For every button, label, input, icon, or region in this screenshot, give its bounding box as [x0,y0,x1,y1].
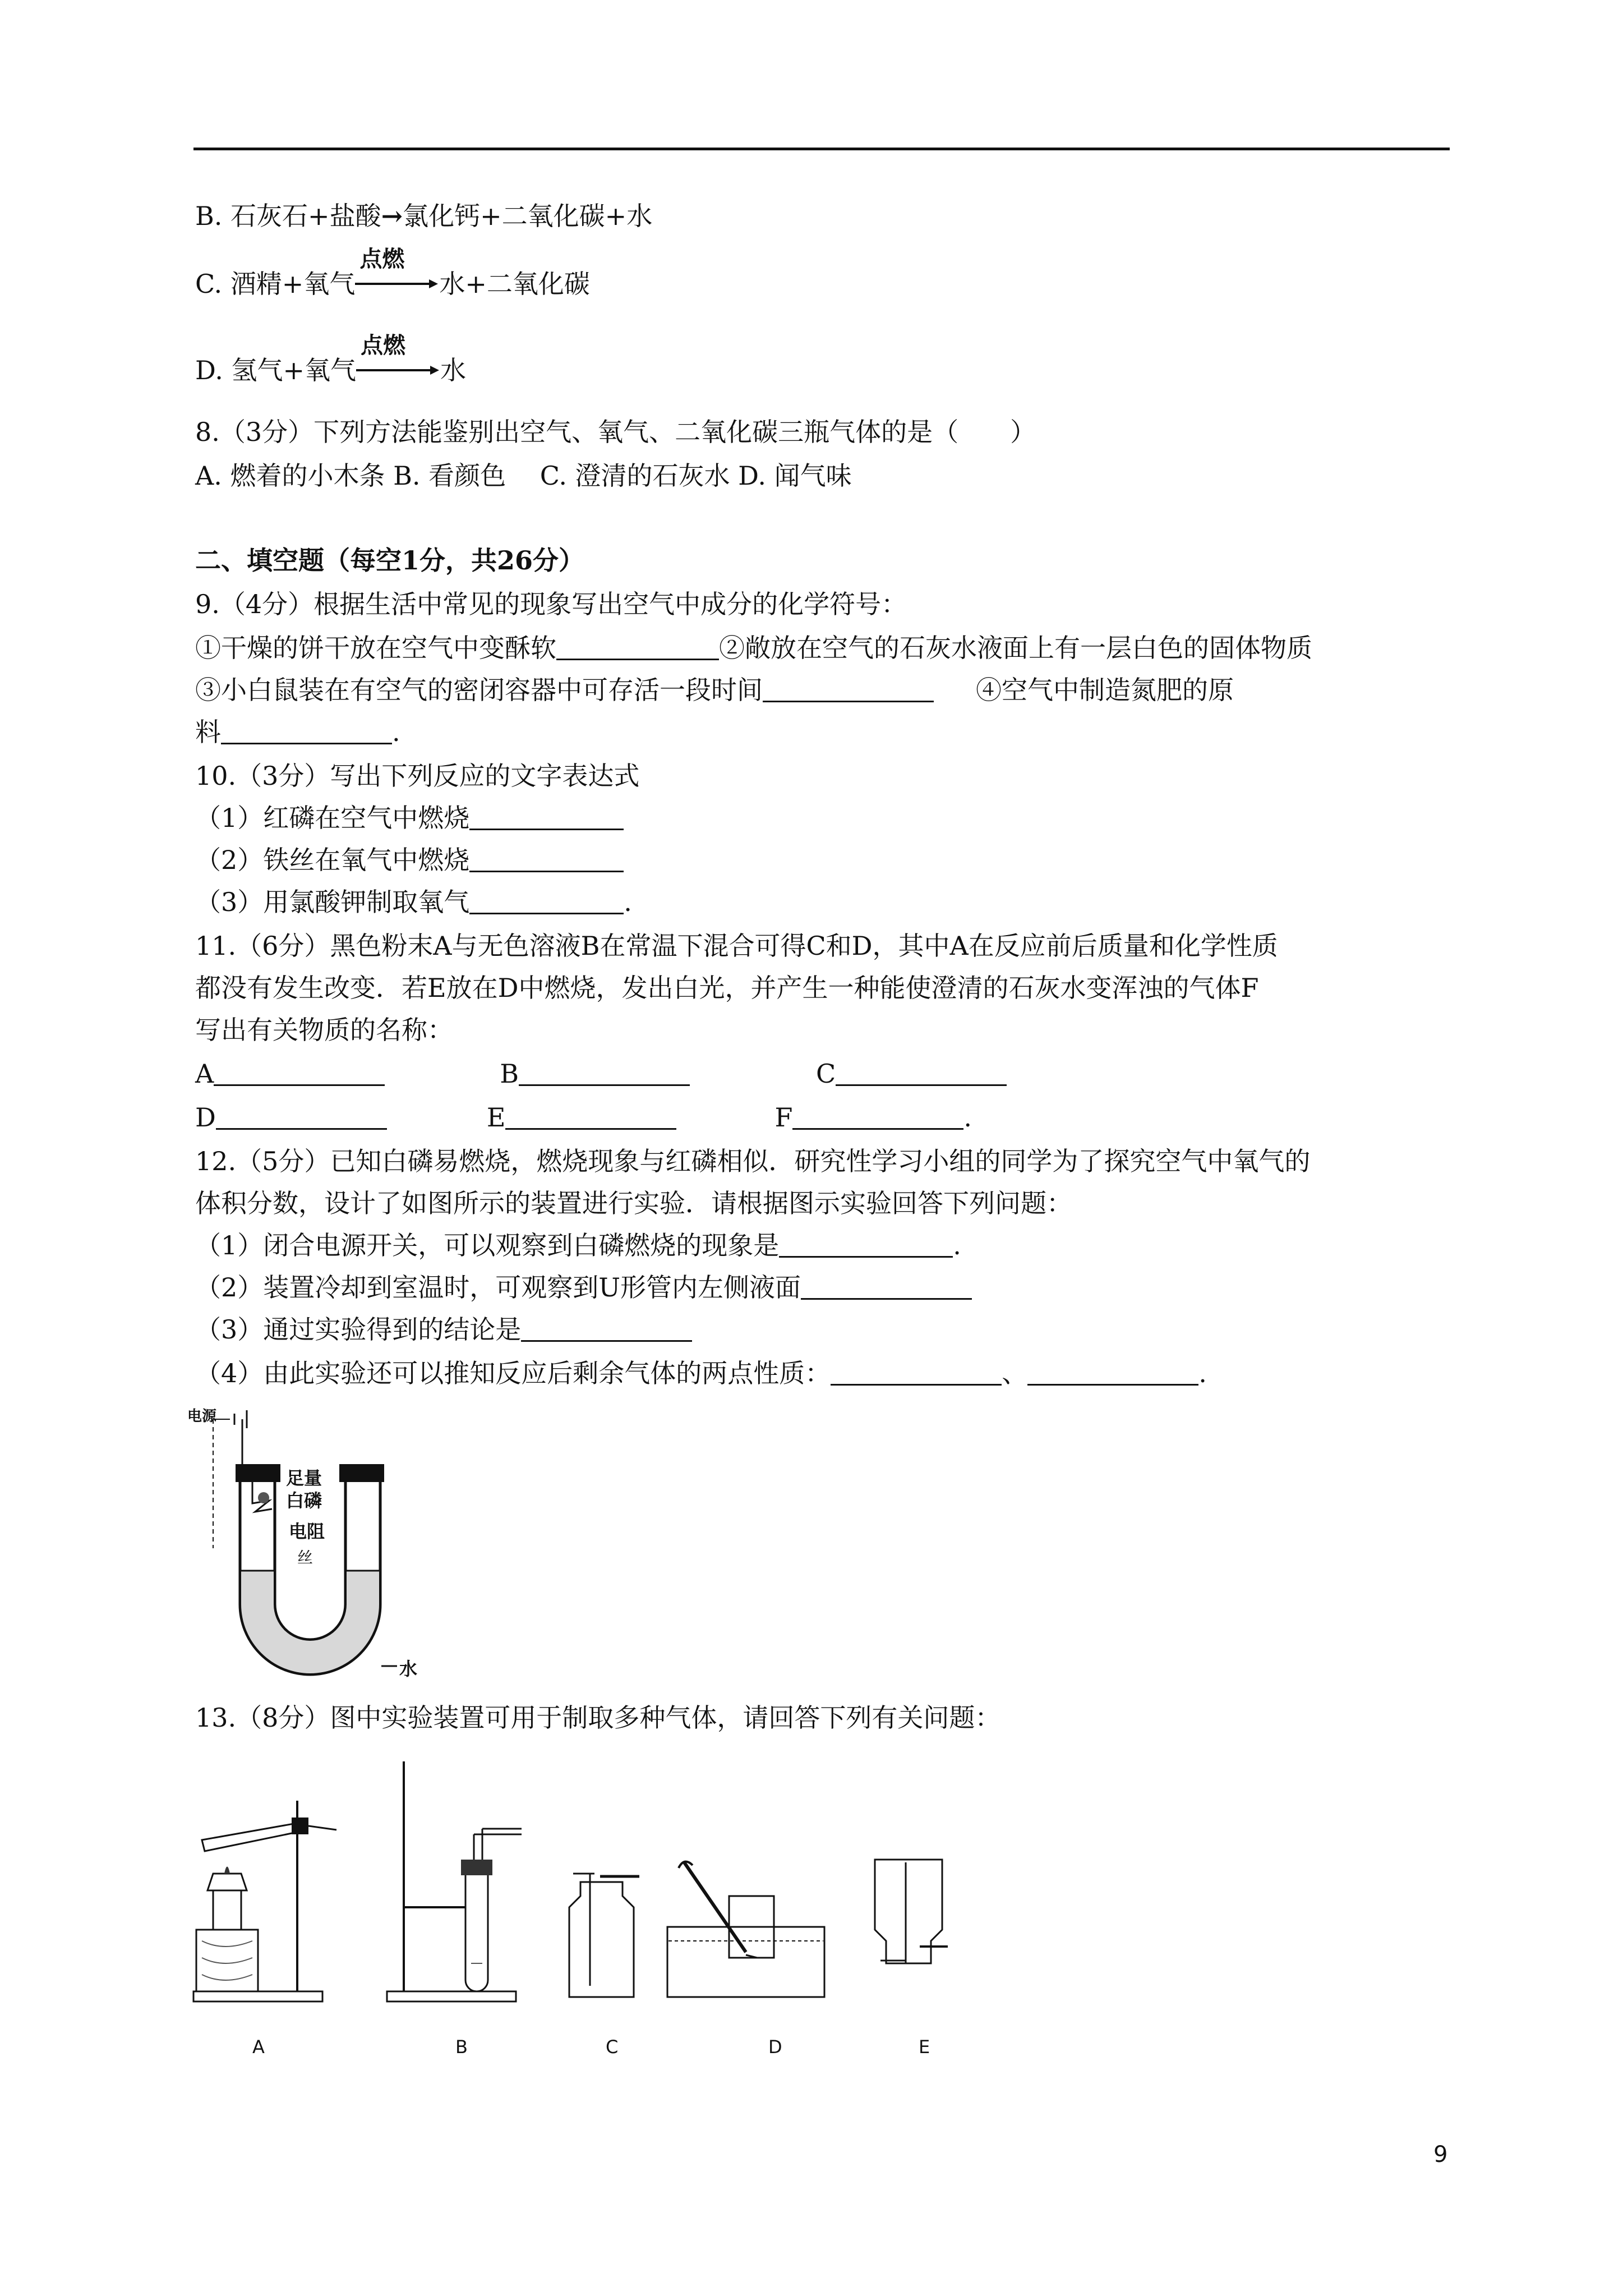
apparatus-a [193,1801,336,2001]
q7-b-right: 氯化钙+二氧化碳+水 [403,201,653,231]
reaction-condition: 点燃 [359,246,405,272]
q11-blanks-row1 [195,1057,1007,1091]
label-sufficient: 足量 [286,1467,322,1489]
u-tube-apparatus-figure [187,1402,437,1694]
reaction-arrow [356,333,440,379]
q9-part3: ③小白鼠装在有空气的密闭容器中可存活一段时间 [195,675,763,705]
label-a: A [195,1059,214,1089]
label-b: B [500,1059,519,1089]
answer-blank[interactable] [521,1315,692,1342]
header-rule [193,148,1450,150]
answer-blank-d[interactable] [216,1103,387,1130]
q13-stem: 13.（8分）图中实验装置可用于制取多种气体，请回答下列有关问题： [195,1703,1001,1733]
gas-apparatus-figure [191,1761,987,2076]
q10-item2 [195,843,624,877]
answer-blank[interactable] [801,1273,972,1300]
answer-blank[interactable] [831,1359,1002,1386]
q10-item3-text: （3）用氯酸钾制取氧气 [195,887,470,917]
q7-option-d [195,333,467,387]
q12-item4 [195,1356,1207,1390]
label-white-phosphorus: 白磷 [286,1490,322,1511]
apparatus-label-c: C [606,2036,619,2058]
q7-d-left: D. 氢气+氧气 [195,355,357,385]
q11-line1: 11.（6分）黑色粉末A与无色溶液B在常温下混合可得C和D，其中A在反应前后质量和化学性质 [195,931,1278,961]
period: . [392,717,400,747]
answer-blank[interactable] [469,888,624,914]
answer-blank[interactable] [469,846,624,872]
answer-blank[interactable] [469,804,624,830]
arrow-icon [355,278,439,289]
q7-b-arrow: → [381,201,403,231]
reaction-arrow [355,246,439,293]
label-resistance: 电阻 [289,1521,325,1542]
q7-d-right: 水 [440,355,467,385]
q7-b-left: B. 石灰石+盐酸 [195,201,381,231]
label-e: E [486,1102,506,1133]
answer-blank-c[interactable] [836,1060,1007,1086]
q9-part4: ④空气中制造氮肥的原 [976,675,1234,705]
label-wire: 丝 [297,1548,313,1567]
period: . [963,1102,972,1133]
power-label: 电源 [187,1408,217,1425]
arrow-icon [356,365,440,376]
q9-stem: 9.（4分）根据生活中常见的现象写出空气中成分的化学符号： [195,589,907,619]
answer-blank[interactable] [1027,1359,1198,1386]
answer-blank-f[interactable] [792,1103,963,1130]
q12-item3 [195,1313,692,1346]
label-c: C [816,1059,836,1089]
q7-c-right: 水+二氧化碳 [439,269,590,299]
q12-item1-text: （1）闭合电源开关，可以观察到白磷燃烧的现象是 [195,1230,780,1260]
answer-blank[interactable] [221,718,392,744]
answer-blank-b[interactable] [519,1060,690,1086]
apparatus-c [569,1874,639,1997]
page-number: 9 [1433,2142,1448,2168]
q10-item1 [195,801,624,835]
q10-item1-text: （1）红磷在空气中燃烧 [195,803,470,833]
section-title: 二、填空题（每空1分，共26分） [195,545,585,576]
q11-blanks-row2 [195,1101,972,1134]
q12-item3-text: （3）通过实验得到的结论是 [195,1314,522,1345]
q9-part2: ②敞放在空气的石灰水液面上有一层白色的固体物质 [719,633,1312,663]
q9-line1 [195,631,1312,665]
answer-blank-e[interactable] [505,1103,676,1130]
answer-blank[interactable] [763,676,934,702]
q11-line2: 都没有发生改变．若E放在D中燃烧，发出白光，并产生一种能使澄清的石灰水变浑浊的气体F [195,973,1259,1003]
label-d: D [195,1102,216,1133]
q12-line2: 体积分数，设计了如图所示的装置进行实验．请根据图示实验回答下列问题： [195,1188,1072,1218]
q10-item3 [195,885,632,919]
q10-item2-text: （2）铁丝在氧气中燃烧 [195,845,470,875]
q9-line3 [195,715,400,749]
apparatus-label-b: B [455,2036,468,2058]
period: . [953,1230,961,1260]
answer-blank-a[interactable] [214,1060,385,1086]
q10-stem: 10.（3分）写出下列反应的文字表达式 [195,761,640,791]
q7-option-c [195,246,590,301]
q12-item1 [195,1228,961,1262]
separator: 、 [1002,1358,1028,1388]
answer-blank[interactable] [779,1231,953,1258]
answer-blank[interactable] [556,634,719,660]
gas-apparatus-diagram [191,1761,987,2076]
q9-line2 [195,673,1234,707]
apparatus-e [875,1860,948,1963]
apparatus-b [387,1761,522,2001]
period: . [1198,1358,1207,1388]
apparatus-label-d: D [768,2036,782,2058]
q7-option-b [195,199,652,233]
q12-item4-text: （4）由此实验还可以推知反应后剩余气体的两点性质： [195,1358,831,1388]
reaction-condition: 点燃 [361,333,406,358]
q8-options: A. 燃着的小木条 B. 看颜色 C. 澄清的石灰水 D. 闻气味 [195,461,852,491]
q12-item2-text: （2）装置冷却到室温时，可观察到U形管内左侧液面 [195,1272,801,1303]
q7-c-left: C. 酒精+氧气 [195,269,356,299]
q11-line3: 写出有关物质的名称： [195,1015,453,1045]
label-water: 水 [399,1658,418,1680]
apparatus-d [667,1862,824,1997]
q12-item2 [195,1271,972,1304]
apparatus-label-a: A [252,2036,265,2058]
label-f: F [774,1102,793,1133]
q9-part4b: 料 [195,717,221,747]
period: . [624,887,632,917]
u-tube-diagram [191,1402,437,1694]
q9-part1: ①干燥的饼干放在空气中变酥软 [195,633,556,663]
q12-line1: 12.（5分）已知白磷易燃烧，燃烧现象与红磷相似．研究性学习小组的同学为了探究空气中氧气的 [195,1146,1311,1176]
q8-stem: 8.（3分）下列方法能鉴别出空气、氧气、二氧化碳三瓶气体的是（ ） [195,417,1036,447]
apparatus-label-e: E [919,2036,930,2058]
